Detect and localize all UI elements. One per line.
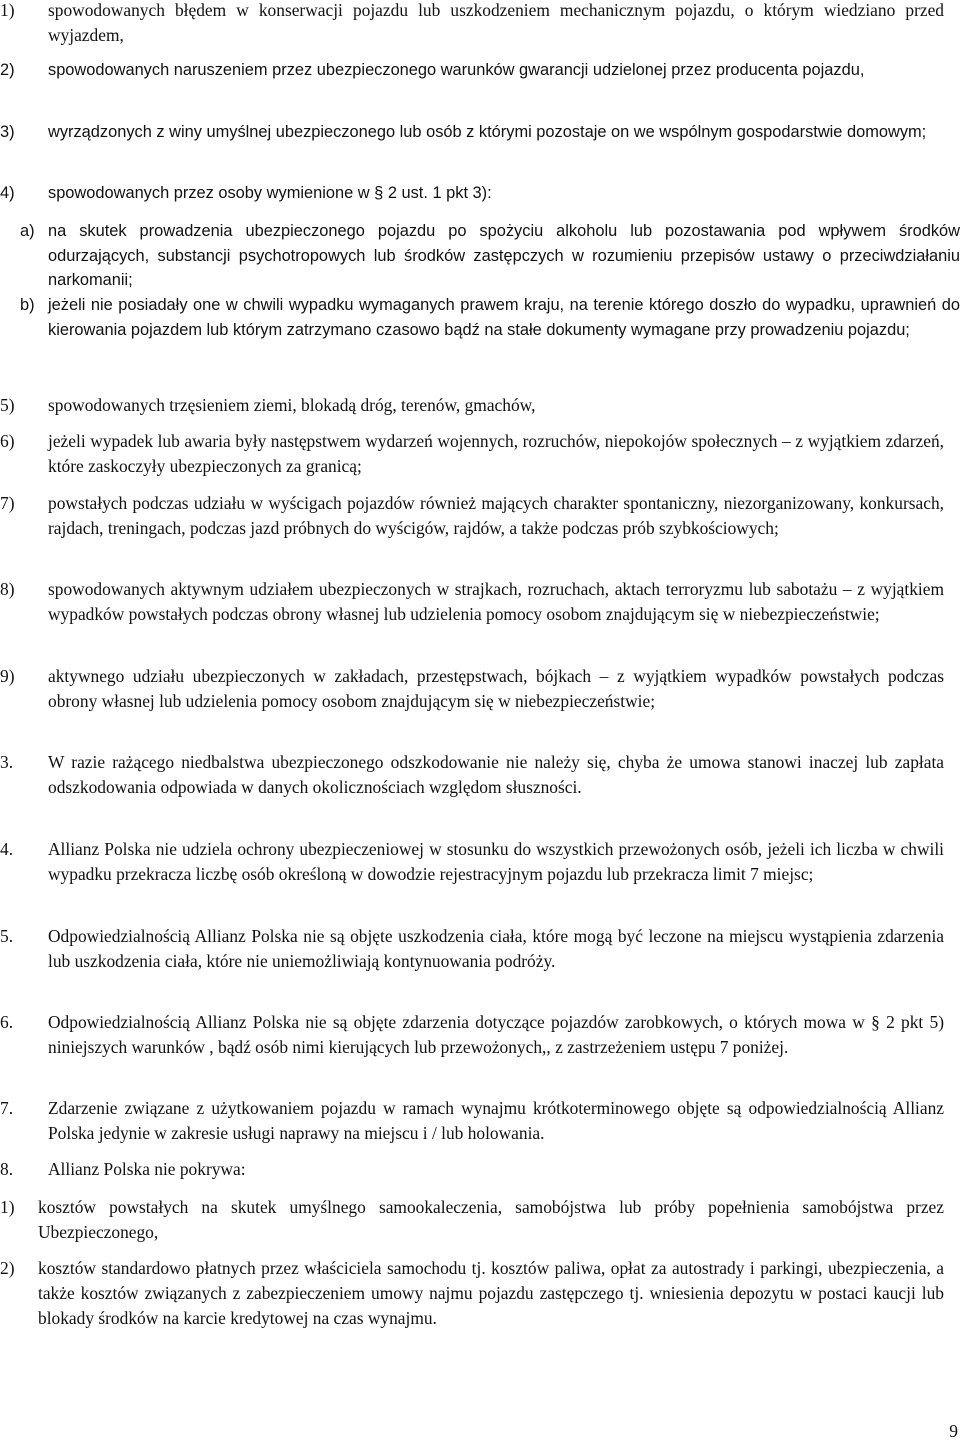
- list-item: [0, 0, 944, 48]
- item-text: aktywnego udziału ubezpieczonych w zakładach, przestępstwach, bójkach – z wyjątkiem wypadków powstałych podczas obrony własnej lub udzielenia pomocy osobom znajdującym się w niebezpieczeństwie;: [48, 666, 944, 711]
- sub-list-item: [0, 293, 960, 342]
- item-text: powstałych podczas udziału w wyścigach pojazdów również mających charakter spontaniczny, niezorganizowany, konkursach, rajdach, treningach, podczas jazd próbnych do wyścigów, rajdów, a także podczas prób szybkościowych;: [48, 493, 944, 538]
- section-number: 6.: [0, 1012, 14, 1032]
- item-number: 2): [0, 1258, 15, 1278]
- sub-list-item: [0, 219, 960, 293]
- item-number: 9): [0, 666, 15, 686]
- item-text: kosztów standardowo płatnych przez właściciela samochodu tj. kosztów paliwa, opłat za autostrady i parkingi, ubezpieczenia, a także kosztów związanych z zabezpieczeniem umowy najmu pojazdu zastępczego tj. wniesienia depozytu w postaci kaucji lub blokady środków na karcie kredytowej na czas wynajmu.: [38, 1258, 944, 1328]
- item-text: spowodowanych trzęsieniem ziemi, blokadą dróg, terenów, gmachów,: [48, 395, 536, 415]
- list-item: [0, 577, 944, 627]
- sub-item-letter: b): [20, 296, 35, 314]
- page-number: 9: [949, 1421, 958, 1441]
- list-item: [0, 181, 944, 206]
- sub-item-text: na skutek prowadzenia ubezpieczonego pojazdu po spożyciu alkoholu lub pozostawania pod wpływem środków odurzających, substancji psychotropowych lub środków zastępczych w rozumieniu przepisów ustawy o przeciwdziałaniu narkomanii;: [48, 222, 960, 289]
- section-text: Zdarzenie związane z użytkowaniem pojazdu w ramach wynajmu krótkoterminowego objęte są odpowiedzialnością Allianz Polska jedynie w zakresie usługi naprawy na miejscu i / lub holowania.: [48, 1098, 944, 1143]
- section-number: 7.: [0, 1098, 14, 1118]
- section-text: Odpowiedzialnością Allianz Polska nie są objęte zdarzenia dotyczące pojazdów zarobkowych, o których mowa w § 2 pkt 5) niniejszych warunków , bądź osób nimi kierujących lub przewożonych,, z zastrzeżeniem ustępu 7 poniżej.: [48, 1012, 944, 1057]
- item-number: 3): [0, 123, 15, 141]
- item-text: wyrządzonych z winy umyślnej ubezpieczonego lub osób z którymi pozostaje on we wspólnym gospodarstwie domowym;: [48, 123, 927, 141]
- sub-item-letter: a): [20, 222, 35, 240]
- section-text: W razie rażącego niedbalstwa ubezpieczonego odszkodowanie nie należy się, chyba że umowa stanowi inaczej lub zapłata odszkodowania odpowiada w danych okolicznościach względom słuszności.: [48, 752, 944, 797]
- section-paragraph: [0, 1157, 944, 1182]
- list-item: [0, 1195, 944, 1245]
- list-item: [0, 664, 944, 714]
- list-item: [0, 58, 944, 83]
- item-number: 7): [0, 493, 15, 513]
- item-text: spowodowanych błędem w konserwacji pojazdu lub uszkodzeniem mechanicznym pojazdu, o którym wiedziano przed wyjazdem,: [48, 0, 944, 45]
- list-item: [0, 1256, 944, 1331]
- list-item: [0, 120, 944, 145]
- section-paragraph: [0, 837, 944, 887]
- item-text: jeżeli wypadek lub awaria były następstwem wydarzeń wojennych, rozruchów, niepokojów społecznych – z wyjątkiem zdarzeń, które zaskoczyły ubezpieczonych za granicą;: [48, 431, 944, 476]
- section-number: 4.: [0, 839, 14, 859]
- list-item: [0, 491, 944, 541]
- section-number: 5.: [0, 926, 14, 946]
- item-number: 4): [0, 184, 15, 202]
- item-text: spowodowanych naruszeniem przez ubezpieczonego warunków gwarancji udzielonej przez producenta pojazdu,: [48, 61, 865, 79]
- section-text: Allianz Polska nie udziela ochrony ubezpieczeniowej w stosunku do wszystkich przewożonych osób, jeżeli ich liczba w chwili wypadku przekracza liczbę osób określoną w dowodzie rejestracyjnym pojazdu lub przekracza limit 7 miejsc;: [48, 839, 944, 884]
- item-number: 1): [0, 0, 15, 20]
- section-paragraph: [0, 924, 944, 974]
- item-number: 8): [0, 579, 15, 599]
- item-number: 5): [0, 395, 15, 415]
- list-item: [0, 429, 944, 479]
- item-text: spowodowanych aktywnym udziałem ubezpieczonych w strajkach, rozruchach, aktach terroryzmu lub sabotażu – z wyjątkiem wypadków powstałych podczas obrony własnej lub udzielenia pomocy osobom znajdującym się w niebezpieczeństwie;: [48, 579, 944, 624]
- item-number: 2): [0, 61, 15, 79]
- sub-item-text: jeżeli nie posiadały one w chwili wypadku wymaganych prawem kraju, na terenie którego doszło do wypadku, uprawnień do kierowania pojazdem lub którym zatrzymano czasowo bądź na stałe dokumenty wymagane przy prowadzeniu pojazdu;: [48, 296, 960, 339]
- item-text: spowodowanych przez osoby wymienione w § 2 ust. 1 pkt 3):: [48, 184, 492, 202]
- section-text: Allianz Polska nie pokrywa:: [48, 1159, 246, 1179]
- item-text: kosztów powstałych na skutek umyślnego samookaleczenia, samobójstwa lub próby popełnienia samobójstwa przez Ubezpieczonego,: [38, 1197, 944, 1242]
- list-item: [0, 393, 944, 418]
- section-paragraph: [0, 1010, 944, 1060]
- section-number: 3.: [0, 752, 14, 772]
- section-number: 8.: [0, 1159, 14, 1179]
- item-number: 6): [0, 431, 15, 451]
- section-paragraph: [0, 750, 944, 800]
- item-number: 1): [0, 1197, 15, 1217]
- section-paragraph: [0, 1096, 944, 1146]
- section-text: Odpowiedzialnością Allianz Polska nie są objęte uszkodzenia ciała, które mogą być leczone na miejscu wystąpienia zdarzenia lub uszkodzenia ciała, które nie uniemożliwiają kontynuowania podróży.: [48, 926, 944, 971]
